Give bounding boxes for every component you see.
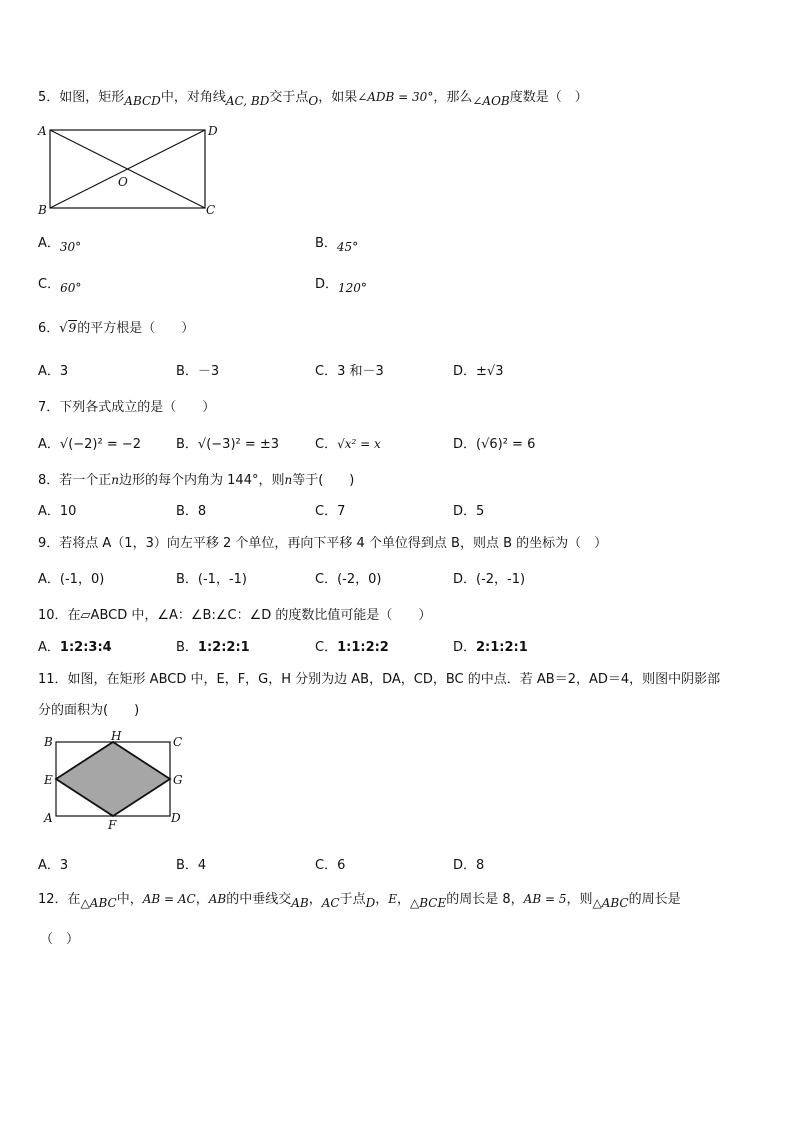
q7-option-c[interactable]: C．√x² = x	[315, 437, 381, 452]
q6-option-c[interactable]: C．3 和－3	[315, 364, 384, 379]
q7-option-b[interactable]: B．√(−3)² = ±3	[176, 437, 280, 452]
q8-option-b[interactable]: B．8	[176, 504, 207, 519]
q10-option-a[interactable]: A．1:2:3:4	[38, 640, 112, 655]
q11-label-d: D	[171, 811, 181, 825]
q10-option-d[interactable]: D．2:1:2:1	[453, 640, 528, 655]
q9-option-d[interactable]: D．(-2，-1)	[453, 572, 526, 587]
q5-label-b: B	[38, 203, 47, 217]
q11-option-a[interactable]: A．3	[38, 858, 69, 873]
q9-option-c[interactable]: C．(-2，0)	[315, 572, 382, 587]
q11-rectangle-figure	[40, 730, 190, 830]
q5-label-c: C	[206, 203, 216, 217]
q10-option-c[interactable]: C．1:1:2:2	[315, 640, 389, 655]
q5-rect-name: ABCD	[124, 94, 161, 108]
q11-option-d[interactable]: D．8	[453, 858, 485, 873]
q8-option-d[interactable]: D．5	[453, 504, 485, 519]
q11-stem-line1: 11．如图，在矩形 ABCD 中，E，F，G，H 分别为边 AB，DA，CD，BC 的中点．若 AB＝2，AD＝4，则图中阴影部	[38, 672, 721, 687]
q7-number: 7．	[38, 400, 60, 415]
q11-option-b[interactable]: B．4	[176, 858, 207, 873]
q5-option-d[interactable]: D．120°	[315, 277, 367, 295]
q6-option-d[interactable]: D．±√3	[453, 364, 504, 379]
q9-number: 9．	[38, 536, 60, 551]
q7-stem: 7．下列各式成立的是（ ）	[38, 400, 216, 415]
q11-stem-line2: 分的面积为( )	[38, 703, 140, 718]
q5-number: 5．	[38, 90, 60, 105]
q11-option-c[interactable]: C．6	[315, 858, 346, 873]
q9-option-b[interactable]: B．(-1，-1)	[176, 572, 247, 587]
q10-option-b[interactable]: B．1:2:2:1	[176, 640, 250, 655]
q8-number: 8．	[38, 473, 60, 488]
q6-option-a[interactable]: A．3	[38, 364, 69, 379]
q5-option-b[interactable]: B．45°	[315, 236, 359, 254]
q11-label-g: G	[173, 773, 183, 787]
q9-stem: 9．若将点 A（1，3）向左平移 2 个单位，再向下平移 4 个单位得到点 B，则点 B 的坐标为（ ）	[38, 536, 608, 551]
q5-stem: 5．如图，矩形ABCD中，对角线AC, BD交于点O，如果∠ADB = 30°，那么∠AOB度数是（ ）	[38, 90, 588, 108]
q8-stem: 8．若一个正n边形的每个内角为 144°，则n等于( )	[38, 473, 355, 488]
q12-stem-line2: （ ）	[40, 932, 80, 947]
q6-option-b[interactable]: B．－3	[176, 364, 220, 379]
q11-label-c: C	[173, 735, 183, 749]
q6-stem: 6．√9的平方根是（ ）	[38, 321, 195, 336]
q6-number: 6．	[38, 321, 60, 336]
q10-number: 10．	[38, 608, 68, 623]
q7-option-d[interactable]: D．(√6)² = 6	[453, 437, 536, 452]
q12-stem: 12．在△ABC中，AB = AC，AB的中垂线交AB，AC于点D，E，△BCE的周长是 8，AB = 5，则△ABC的周长是	[38, 892, 681, 910]
q5-option-c[interactable]: C．60°	[38, 277, 82, 295]
q11-label-a: A	[44, 811, 53, 825]
q11-label-h: H	[111, 730, 122, 743]
q5-label-o: O	[118, 175, 128, 189]
q10-stem: 10．在▱ABCD 中，∠A：∠B:∠C：∠D 的度数比值可能是（ ）	[38, 608, 432, 623]
sqrt-icon: √	[59, 321, 68, 336]
q11-label-b: B	[44, 735, 53, 749]
q8-option-a[interactable]: A．10	[38, 504, 77, 519]
q9-option-a[interactable]: A．(-1，0)	[38, 572, 105, 587]
q5-label-d: D	[208, 124, 218, 138]
q11-label-e: E	[44, 773, 53, 787]
q5-option-a[interactable]: A．30°	[38, 236, 82, 254]
q8-option-c[interactable]: C．7	[315, 504, 346, 519]
q12-number: 12．	[38, 892, 68, 907]
q11-label-f: F	[108, 818, 117, 830]
q5-label-a: A	[38, 124, 47, 138]
q5-rectangle-figure	[34, 120, 224, 220]
q7-option-a[interactable]: A．√(−2)² = −2	[38, 437, 142, 452]
